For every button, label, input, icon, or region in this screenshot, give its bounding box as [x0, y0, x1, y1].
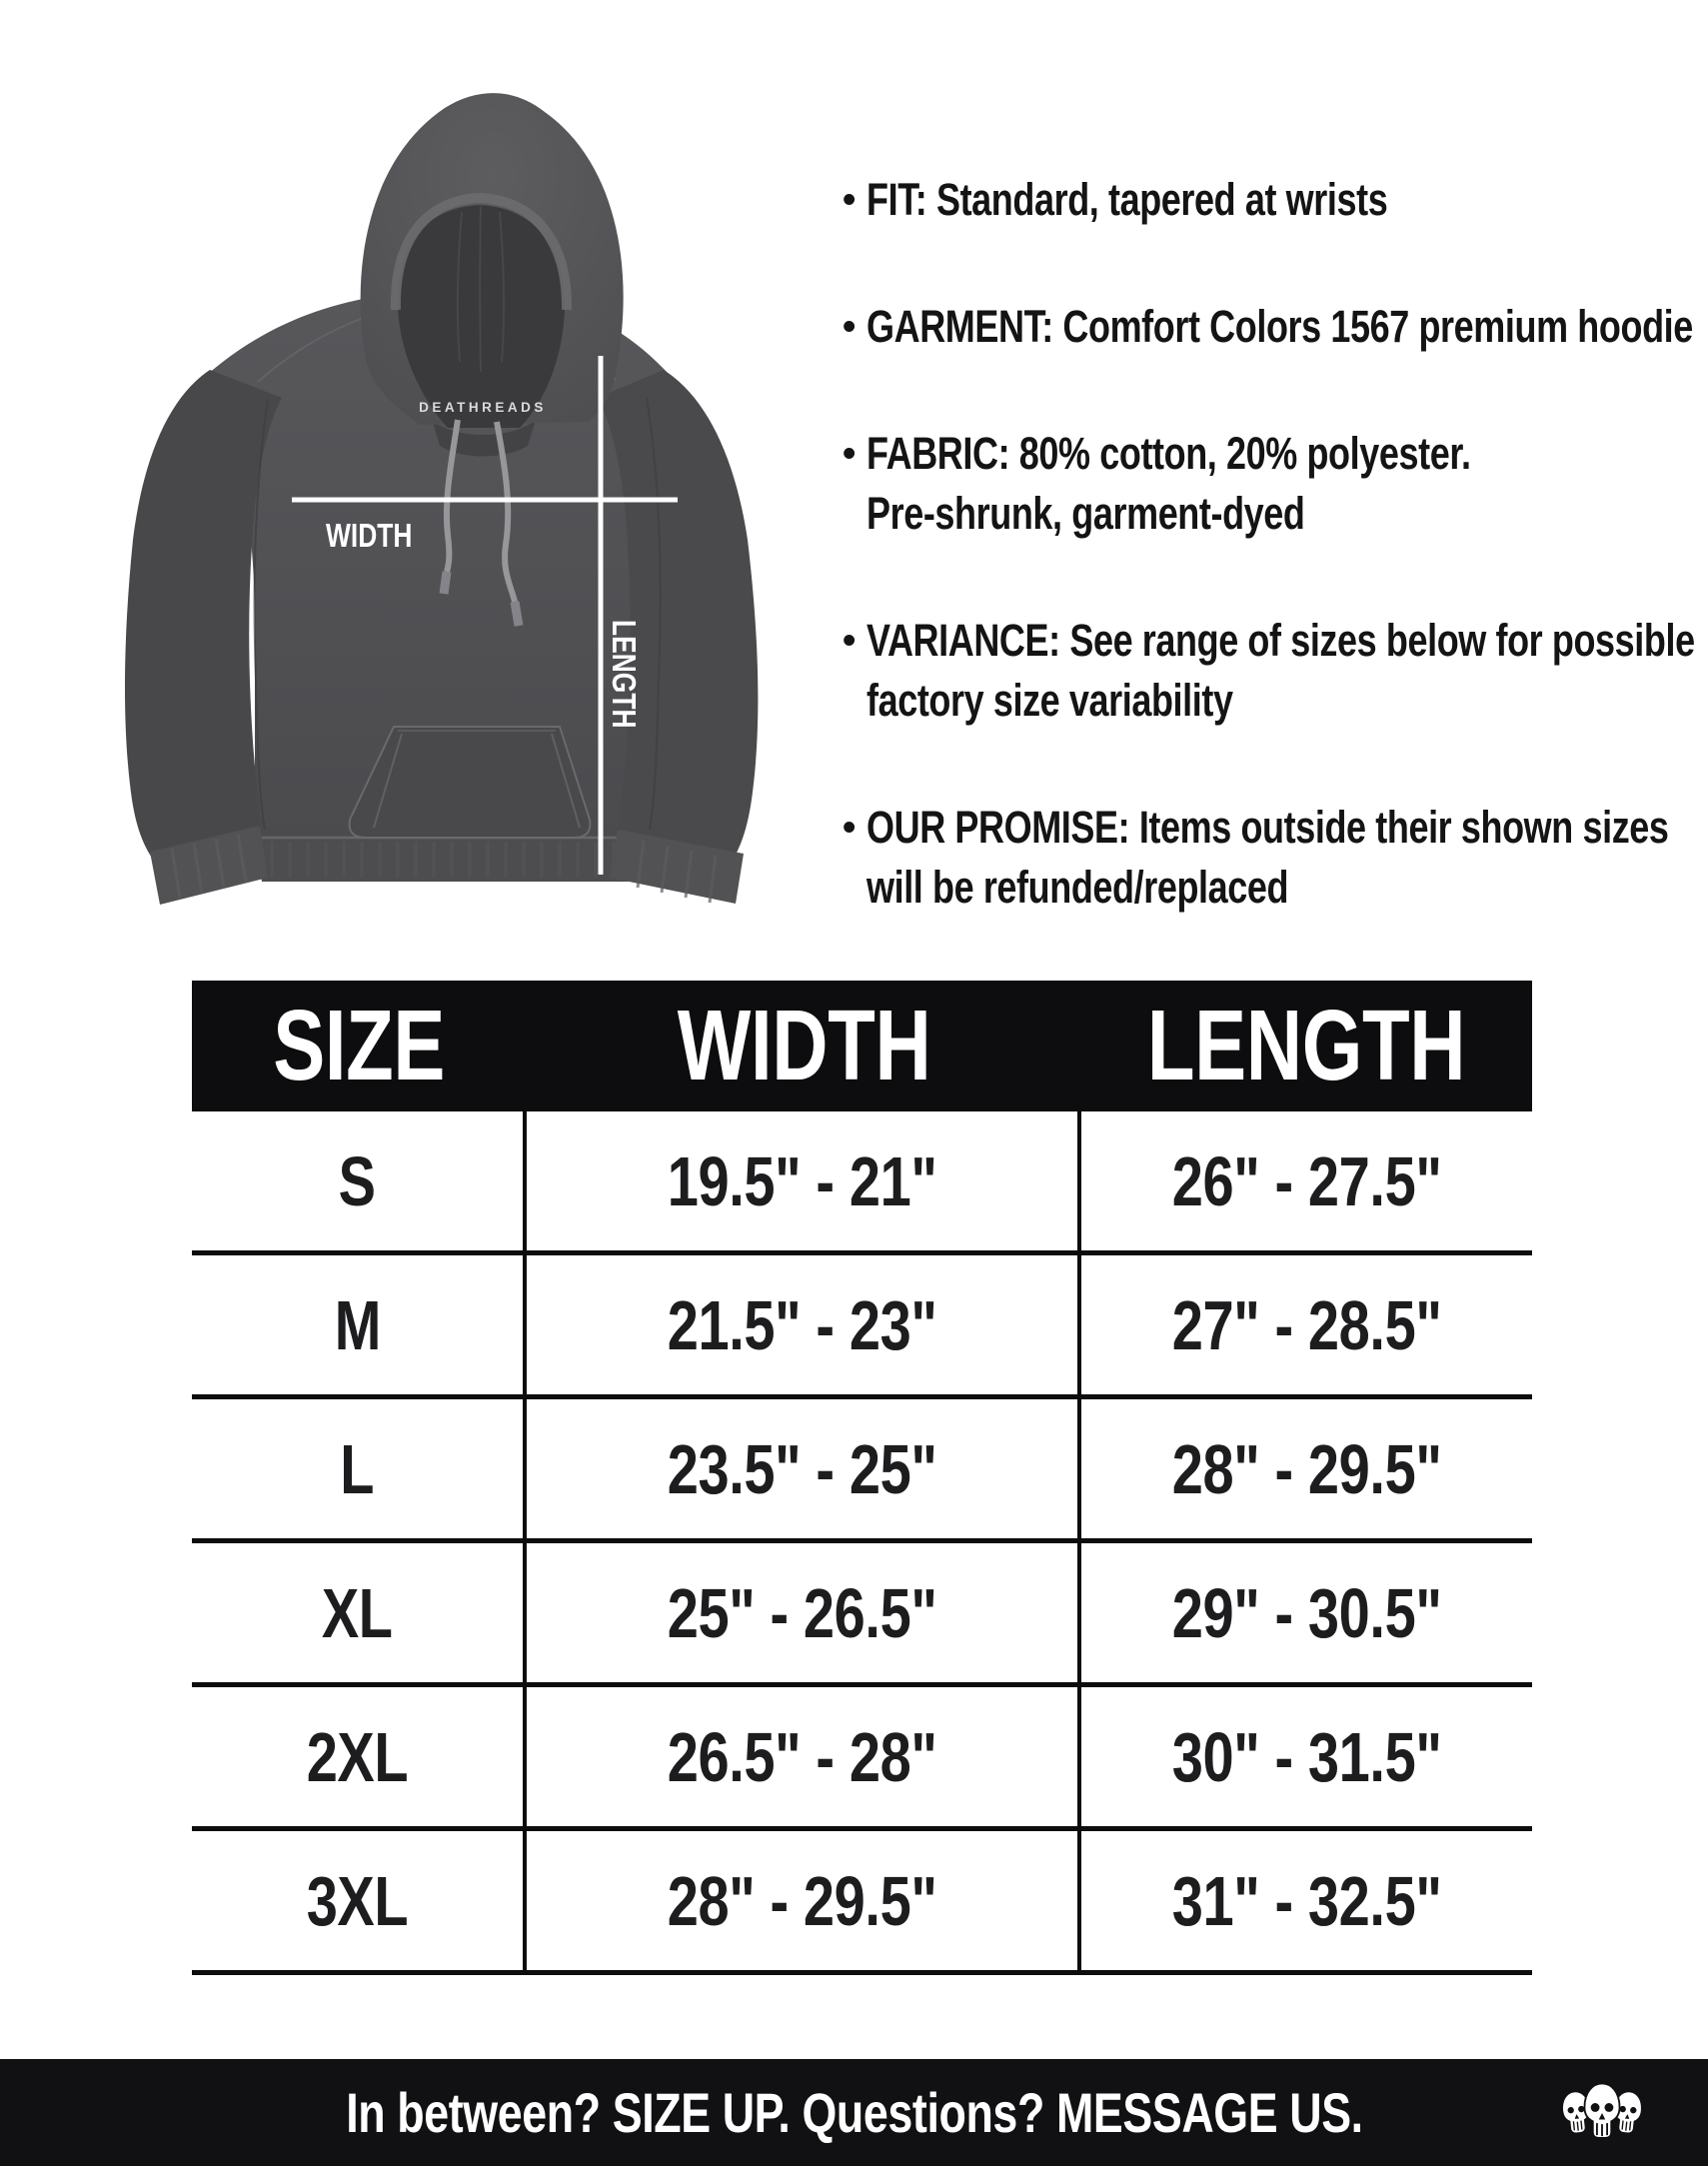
- detail-text: Pre-shrunk, garment-dyed: [866, 488, 1305, 539]
- footer-bar: [0, 2059, 1708, 2166]
- column-header-width: WIDTH: [677, 990, 931, 1101]
- detail-text: OUR PROMISE: Items outside their shown sizes: [866, 802, 1669, 853]
- cell-width: 28" - 29.5": [527, 1831, 1081, 1970]
- cell-width: 23.5" - 25": [527, 1399, 1081, 1538]
- cell-width: 21.5" - 23": [527, 1255, 1081, 1394]
- detail-text: FIT: Standard, tapered at wrists: [866, 174, 1388, 225]
- brand-logo-text: DEATHREADS: [419, 400, 547, 415]
- column-header-size: SIZE: [273, 990, 446, 1101]
- cell-size: 2XL: [192, 1687, 527, 1826]
- three-skulls-icon: [1554, 2071, 1650, 2155]
- cell-width: 25" - 26.5": [527, 1543, 1081, 1682]
- column-header-length: LENGTH: [1147, 990, 1466, 1101]
- cell-length: 26" - 27.5": [1171, 1141, 1442, 1220]
- bullet-dot: •: [843, 433, 856, 475]
- table-row: [192, 1543, 1532, 1687]
- bullet-dot: •: [843, 807, 856, 849]
- hoodie-measurement-diagram: [0, 0, 859, 1000]
- footer-message: In between? SIZE UP. Questions? MESSAGE US.: [345, 2081, 1363, 2144]
- detail-item-fabric: [843, 424, 1682, 544]
- cell-width: 26.5" - 28": [527, 1687, 1081, 1826]
- cell-length: 28" - 29.5": [1171, 1429, 1442, 1508]
- table-row: [192, 1399, 1532, 1543]
- bullet-dot: •: [843, 179, 856, 221]
- bullet-dot: •: [843, 306, 856, 348]
- table-row: [192, 1687, 1532, 1831]
- detail-text: factory size variability: [866, 675, 1233, 726]
- cell-length: 31" - 32.5": [1171, 1861, 1442, 1940]
- hoodie-hem-band: [255, 838, 655, 882]
- detail-item-variance: [843, 611, 1695, 731]
- detail-text: VARIANCE: See range of sizes below for possible: [866, 615, 1695, 666]
- hoodie-pocket: [350, 727, 591, 838]
- detail-item-fit: [843, 170, 1682, 230]
- length-label: LENGTH: [605, 620, 642, 729]
- width-label: WIDTH: [326, 518, 413, 555]
- cell-size: S: [192, 1111, 527, 1250]
- cell-size: 3XL: [192, 1831, 527, 1970]
- cell-width: 19.5" - 21": [527, 1111, 1081, 1250]
- product-details-list: [843, 170, 1695, 985]
- detail-item-garment: [843, 297, 1693, 357]
- detail-text: FABRIC: 80% cotton, 20% polyester.: [866, 428, 1471, 479]
- cell-length: 27" - 28.5": [1171, 1285, 1442, 1364]
- detail-item-promise: [843, 798, 1682, 918]
- size-chart-table: [192, 981, 1532, 1975]
- detail-text: GARMENT: Comfort Colors 1567 premium hoodie: [866, 301, 1693, 352]
- detail-text: will be refunded/replaced: [866, 862, 1289, 913]
- table-header-row: [192, 981, 1532, 1111]
- table-row: [192, 1831, 1532, 1975]
- cell-size: L: [192, 1399, 527, 1538]
- cell-length: 30" - 31.5": [1171, 1717, 1442, 1796]
- hoodie-product-image: [0, 0, 859, 1000]
- table-row: [192, 1255, 1532, 1399]
- table-row: [192, 1111, 1532, 1255]
- cell-size: XL: [192, 1543, 527, 1682]
- bullet-dot: •: [843, 620, 856, 662]
- hoodie-hood: [361, 93, 624, 428]
- cell-size: M: [192, 1255, 527, 1394]
- cell-length: 29" - 30.5": [1171, 1573, 1442, 1652]
